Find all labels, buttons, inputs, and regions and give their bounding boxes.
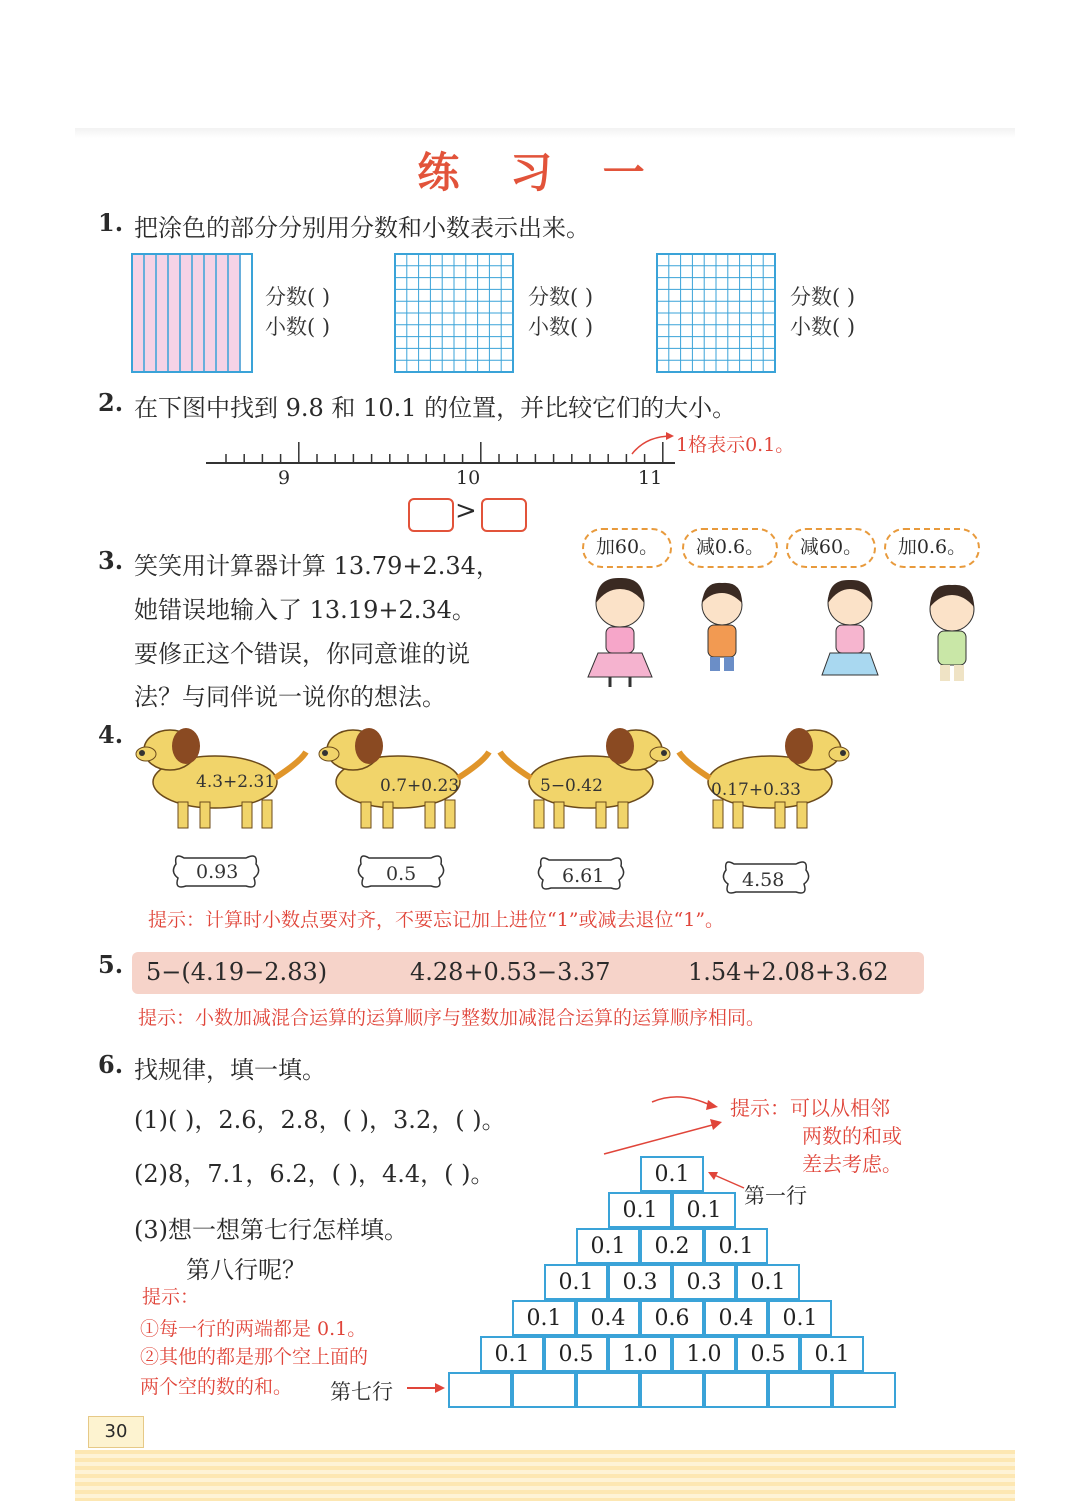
first-row-label: 第一行: [744, 1184, 807, 1208]
dog-label-1: 4.3+2.31: [196, 772, 276, 792]
dog-label-4: 0.17+0.33: [711, 780, 801, 800]
expression-1: 5−(4.19−2.83): [146, 958, 328, 986]
tick-label-9: 9: [278, 467, 291, 489]
side-tip-line-3: 差去考虑。: [802, 1152, 902, 1176]
triangle-cell: 1.0: [672, 1336, 736, 1372]
speech-bubble-4: 加0.6。: [884, 528, 980, 568]
boy-1-figure: [702, 583, 742, 671]
triangle-blank-cell[interactable]: [704, 1372, 768, 1408]
bone-value-3: 6.61: [562, 865, 605, 887]
bone-value-1: 0.93: [196, 861, 239, 883]
page-number: 30: [88, 1416, 144, 1448]
triangle-cell: 0.1: [544, 1264, 608, 1300]
bone-value-4: 4.58: [742, 869, 785, 891]
triangle-cell: 0.1: [576, 1228, 640, 1264]
triangle-cell: 0.3: [672, 1264, 736, 1300]
pattern-line-2: (2)8，7.1，6.2，( )，4.4，( )。: [134, 1160, 495, 1188]
side-tip-line-2: 两数的和或: [802, 1124, 902, 1148]
question-3-line-3: 要修正这个错误，你同意谁的说: [134, 640, 470, 668]
page-title: 练 习 一: [417, 148, 663, 197]
question-2-text: 在下图中找到 9.8 和 10.1 的位置，并比较它们的大小。: [134, 394, 737, 422]
hint-title: 提示：: [142, 1286, 200, 1308]
tick-label-10: 10: [456, 467, 481, 489]
hint-line-1: ①每一行的两端都是 0.1。: [140, 1318, 367, 1340]
fraction-blank-1: 分数( ): [265, 285, 331, 309]
tip-arrows-icon: [600, 1090, 730, 1160]
boy-2-figure: [930, 585, 974, 681]
pattern-line-3b: 第八行呢？: [186, 1256, 306, 1284]
hint-line-3: 两个空的数的和。: [140, 1376, 293, 1398]
arrow-left-icon: [704, 1168, 746, 1192]
compare-symbol: >: [455, 496, 477, 526]
bones-illustration: [170, 848, 830, 898]
speech-bubble-1: 加60。: [582, 528, 672, 568]
triangle-cell: 0.1: [512, 1300, 576, 1336]
triangle-cell: 0.1: [736, 1264, 800, 1300]
question-2-number: 2.: [98, 388, 124, 417]
side-tip-line-1: 提示：可以从相邻: [730, 1096, 890, 1120]
hint-line-2: ②其他的都是那个空上面的: [140, 1346, 369, 1368]
triangle-cell: 0.1: [480, 1336, 544, 1372]
tick-label-11: 11: [638, 467, 663, 489]
fraction-blank-2: 分数( ): [528, 285, 594, 309]
fraction-blank-3: 分数( ): [790, 285, 856, 309]
triangle-blank-cell[interactable]: [768, 1372, 832, 1408]
question-4-tip: 提示：计算时小数点要对齐，不要忘记加上进位“1”或减去退位“1”。: [148, 909, 725, 931]
triangle-cell: 0.1: [672, 1192, 736, 1228]
number-line: [200, 430, 680, 480]
triangle-cell: 0.3: [608, 1264, 672, 1300]
arrow-right-icon: [405, 1380, 447, 1396]
question-3-line-4: 法？与同伴说一说你的想法。: [134, 683, 446, 711]
triangle-cell: 0.1: [800, 1336, 864, 1372]
triangle-blank-cell[interactable]: [832, 1372, 896, 1408]
triangle-blank-cell[interactable]: [512, 1372, 576, 1408]
triangle-cell: 1.0: [608, 1336, 672, 1372]
page-top-shade: [75, 128, 1015, 138]
decimal-blank-3: 小数( ): [790, 315, 856, 339]
question-5-tip: 提示：小数加减混合运算的运算顺序与整数加减混合运算的运算顺序相同。: [138, 1007, 766, 1029]
pattern-line-3a: (3)想一想第七行怎样填。: [134, 1216, 408, 1244]
expression-2: 4.28+0.53−3.37: [410, 958, 611, 986]
triangle-cell: 0.4: [576, 1300, 640, 1336]
triangle-blank-cell[interactable]: [640, 1372, 704, 1408]
stripe-shape-1: [130, 252, 255, 374]
triangle-cell: 0.1: [768, 1300, 832, 1336]
question-1-text: 把涂色的部分分别用分数和小数表示出来。: [134, 214, 590, 242]
question-3-line-1: 笑笑用计算器计算 13.79+2.34，: [134, 552, 500, 580]
grid-shape-2: [393, 252, 517, 374]
scale-note: 1格表示0.1。: [676, 434, 795, 456]
answer-box-right[interactable]: [481, 498, 527, 532]
triangle-cell: 0.6: [640, 1300, 704, 1336]
decimal-blank-2: 小数( ): [528, 315, 594, 339]
triangle-cell: 0.5: [544, 1336, 608, 1372]
triangle-blank-cell[interactable]: [448, 1372, 512, 1408]
question-3-number: 3.: [98, 546, 124, 575]
question-3-line-2: 她错误地输入了 13.19+2.34。: [134, 596, 476, 624]
question-5-number: 5.: [98, 950, 124, 979]
pattern-line-1: (1)( )，2.6，2.8，( )，3.2，( )。: [134, 1106, 506, 1134]
triangle-cell: 0.1: [608, 1192, 672, 1228]
triangle-cell: 0.1: [704, 1228, 768, 1264]
question-4-number: 4.: [98, 720, 124, 749]
triangle-cell: 0.1: [640, 1156, 704, 1192]
question-1-number: 1.: [98, 208, 124, 237]
seventh-row-label: 第七行: [330, 1380, 393, 1404]
triangle-cell: 0.4: [704, 1300, 768, 1336]
dog-label-3: 5−0.42: [540, 776, 603, 796]
answer-box-left[interactable]: [408, 498, 454, 532]
decimal-blank-1: 小数( ): [265, 315, 331, 339]
dog-label-2: 0.7+0.23: [380, 776, 460, 796]
girl-1-figure: [588, 578, 652, 687]
speech-bubble-3: 减60。: [786, 528, 876, 568]
triangle-cell: 0.2: [640, 1228, 704, 1264]
grid-shape-3: [655, 252, 779, 374]
triangle-blank-cell[interactable]: [576, 1372, 640, 1408]
children-illustration: [560, 575, 1000, 690]
triangle-cell: 0.5: [736, 1336, 800, 1372]
page-footer-band: [75, 1450, 1015, 1501]
speech-bubble-2: 减0.6。: [682, 528, 778, 568]
girl-2-figure: [822, 580, 878, 675]
side-tip: [730, 1094, 902, 1178]
bone-value-2: 0.5: [386, 863, 417, 885]
question-6-number: 6.: [98, 1050, 124, 1079]
question-6-text: 找规律，填一填。: [134, 1056, 326, 1084]
expression-3: 1.54+2.08+3.62: [688, 958, 889, 986]
pointer-arrow-icon: [628, 430, 678, 460]
